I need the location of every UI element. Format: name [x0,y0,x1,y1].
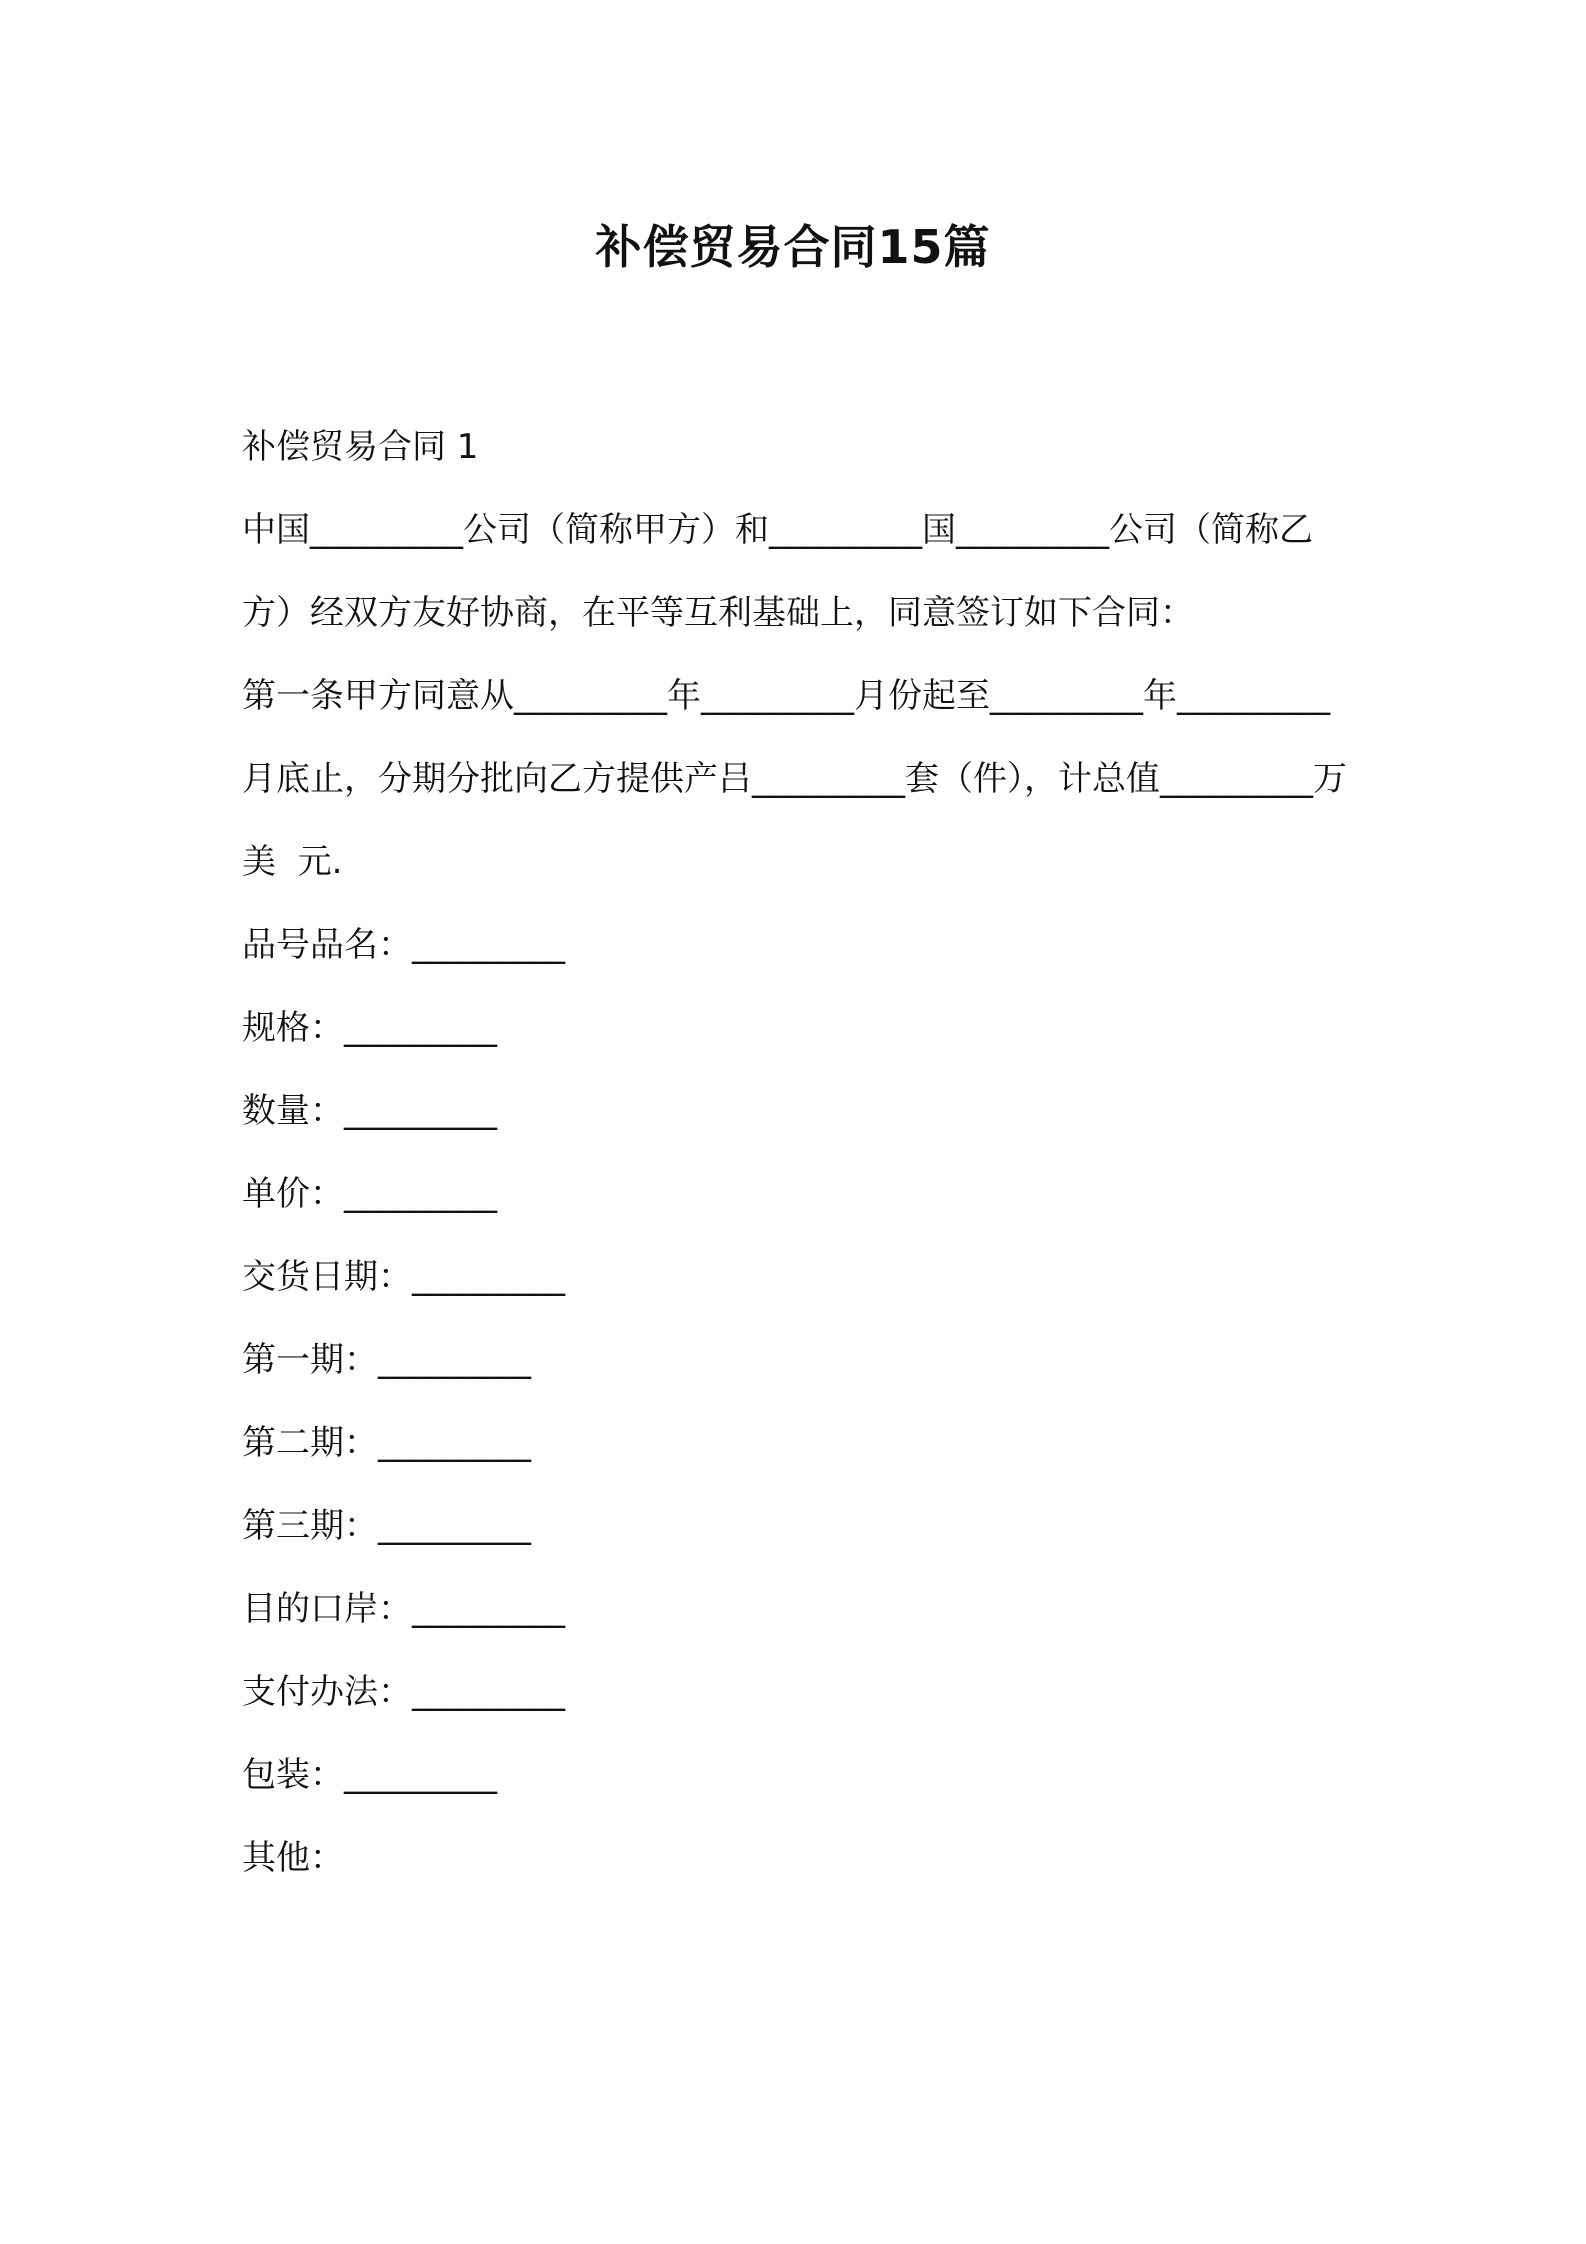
field-unit-price: 单价：_________ [242,1174,497,1214]
field-phase-one: 第一期：_________ [242,1340,531,1380]
section-heading: 补偿贸易合同 1 [242,427,479,467]
field-destination-port: 目的口岸：_________ [242,1589,565,1629]
field-phase-three: 第三期：_________ [242,1506,531,1546]
field-quantity: 数量：_________ [242,1091,497,1131]
field-product-name: 品号品名：_________ [242,925,565,965]
field-delivery-date: 交货日期：_________ [242,1257,565,1297]
document-body [242,406,1352,1900]
article-one-paragraph: 第一条甲方同意从_________年_________月份起至_________年_________月底止，分期分批向乙方提供产吕_________套（件），计总值_________万美 元. [242,676,1347,882]
field-payment-method: 支付办法：_________ [242,1672,565,1712]
field-phase-two: 第二期：_________ [242,1423,531,1463]
field-packaging: 包装：_________ [242,1755,497,1795]
intro-paragraph: 中国_________公司（简称甲方）和_________国_________公司（简称乙方）经双方友好协商，在平等互利基础上，同意签订如下合同： [242,510,1313,633]
document-title: 补偿贸易合同15篇 [595,220,991,274]
field-specification: 规格：_________ [242,1008,497,1048]
field-other: 其他： [242,1838,344,1878]
